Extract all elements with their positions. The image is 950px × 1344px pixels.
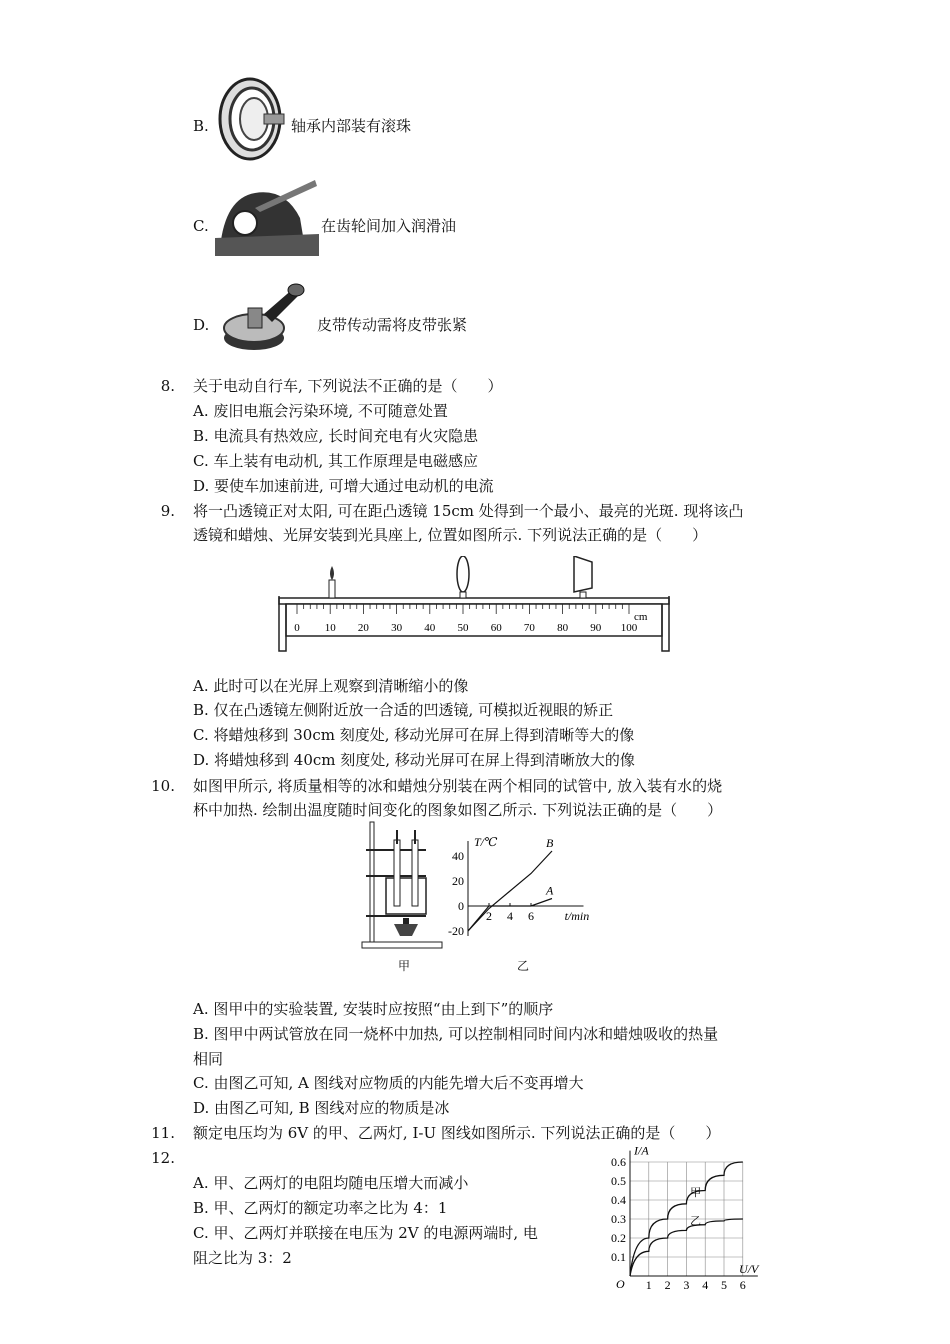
ruler-tick-label: 20 bbox=[357, 622, 369, 634]
q8-option-d: D. 要使车加速前进, 可增大通过电动机的电流 bbox=[193, 477, 494, 495]
ruler-tick-label: 40 bbox=[424, 622, 436, 634]
q8-number: 8. bbox=[160, 377, 175, 395]
series-label-jia: 甲 bbox=[690, 1187, 702, 1200]
ruler-tick-label: 90 bbox=[590, 622, 602, 634]
y-tick-label: 20 bbox=[452, 874, 464, 888]
fig-yi-label: 乙 bbox=[517, 959, 530, 973]
option-d-text: 皮带传动需将皮带张紧 bbox=[317, 316, 468, 334]
q8-stem: 关于电动自行车, 下列说法不正确的是（ ） bbox=[193, 377, 503, 395]
optical-bench-figure bbox=[274, 556, 674, 658]
option-b-letter: B. bbox=[193, 117, 209, 135]
option-d-letter: D. bbox=[193, 316, 210, 334]
x-axis-label: t/min bbox=[564, 909, 590, 923]
q10-option-b-cont: 相同 bbox=[193, 1050, 224, 1068]
ruler-tick-label: 70 bbox=[523, 622, 535, 634]
x-tick-label: 6 bbox=[528, 909, 534, 923]
q9-stem-line1: 将一凸透镜正对太阳, 可在距凸透镜 15cm 处得到一个最小、最亮的光斑. 现将该凸 bbox=[193, 502, 744, 520]
current-voltage-chart bbox=[590, 1140, 780, 1292]
x-tick-label: 1 bbox=[645, 1278, 652, 1292]
ruler-unit: cm bbox=[634, 611, 648, 623]
q8-option-b: B. 电流具有热效应, 长时间充电有火灾隐患 bbox=[193, 427, 479, 445]
q10-option-d: D. 由图乙可知, B 图线对应的物质是冰 bbox=[193, 1099, 450, 1117]
ruler-tick-label: 30 bbox=[391, 622, 403, 634]
q10-stem-line2: 杯中加热. 绘制出温度随时间变化的图象如图乙所示. 下列说法正确的是（ ） bbox=[193, 801, 723, 819]
q10-option-a: A. 图甲中的实验装置, 安装时应按照“由上到下”的顺序 bbox=[193, 1000, 554, 1018]
y-tick-label: 0.6 bbox=[611, 1155, 626, 1169]
candle bbox=[329, 566, 335, 598]
light-screen bbox=[574, 556, 592, 598]
ruler-tick-label: 0 bbox=[294, 622, 300, 634]
x-tick-label: 3 bbox=[683, 1278, 690, 1292]
ruler-tick-label: 60 bbox=[490, 622, 502, 634]
q9-number: 9. bbox=[160, 502, 175, 520]
option-c-letter: C. bbox=[193, 217, 209, 235]
temperature-time-chart bbox=[436, 830, 606, 960]
q10-stem-line1: 如图甲所示, 将质量相等的冰和蜡烛分别装在两个相同的试管中, 放入装有水的烧 bbox=[193, 777, 723, 795]
ruler-tick-label: 100 bbox=[620, 622, 638, 634]
belt-drive-image bbox=[214, 278, 306, 358]
option-c-text: 在齿轮间加入润滑油 bbox=[321, 217, 457, 235]
q10-number: 10. bbox=[151, 777, 175, 795]
ruler-tick-label: 10 bbox=[324, 622, 336, 634]
q8-option-c: C. 车上装有电动机, 其工作原理是电磁感应 bbox=[193, 452, 479, 470]
ruler-tick-label: 50 bbox=[457, 622, 469, 634]
q12-option-a: A. 甲、乙两灯的电阻均随电压增大而减小 bbox=[193, 1174, 469, 1192]
fig-jia-label: 甲 bbox=[398, 959, 411, 973]
q10-option-b: B. 图甲中两试管放在同一烧杯中加热, 可以控制相同时间内冰和蜡烛吸收的热量 bbox=[193, 1025, 719, 1043]
q11-stem: 额定电压均为 6V 的甲、乙两灯, I-U 图线如图所示. 下列说法正确的是（ ） bbox=[193, 1124, 721, 1142]
x-tick-label: 4 bbox=[507, 909, 513, 923]
q8-option-a: A. 废旧电瓶会污染环境, 不可随意处置 bbox=[193, 402, 448, 420]
x-tick-label: 2 bbox=[486, 909, 492, 923]
y-tick-label: 40 bbox=[452, 849, 464, 863]
series-label-A: A bbox=[546, 883, 554, 898]
gear-oil-image bbox=[215, 178, 319, 256]
x-tick-label: 2 bbox=[664, 1278, 671, 1292]
x-tick-label: 5 bbox=[721, 1278, 727, 1292]
q9-option-b: B. 仅在凸透镜左侧附近放一合适的凹透镜, 可模拟近视眼的矫正 bbox=[193, 701, 614, 719]
y-tick-label: 0.4 bbox=[611, 1193, 626, 1207]
y-axis-label: I/A bbox=[634, 1143, 649, 1158]
q9-option-a: A. 此时可以在光屏上观察到清晰缩小的像 bbox=[193, 677, 469, 695]
origin-label: O bbox=[616, 1277, 625, 1291]
series-label-B: B bbox=[546, 836, 554, 850]
q12-option-c-cont: 阻之比为 3：2 bbox=[193, 1249, 292, 1267]
q12-option-c: C. 甲、乙两灯并联接在电压为 2V 的电源两端时, 电 bbox=[193, 1224, 538, 1242]
x-tick-label: 4 bbox=[702, 1278, 709, 1292]
heating-apparatus-figure bbox=[356, 820, 448, 970]
y-tick-label: 0.5 bbox=[611, 1174, 626, 1188]
ruler-tick-label: 80 bbox=[557, 622, 569, 634]
y-axis-label: T/℃ bbox=[474, 835, 498, 849]
y-tick-label: 0.2 bbox=[611, 1231, 626, 1245]
q9-stem-line2: 透镜和蜡烛、光屏安装到光具座上, 位置如图所示. 下列说法正确的是（ ） bbox=[193, 526, 708, 544]
bearing-image bbox=[214, 76, 286, 162]
y-tick-label: 0 bbox=[458, 899, 464, 913]
q12-number: 12. bbox=[151, 1149, 175, 1167]
q9-option-c: C. 将蜡烛移到 30cm 刻度处, 移动光屏可在屏上得到清晰等大的像 bbox=[193, 726, 635, 744]
option-b-text: 轴承内部装有滚珠 bbox=[291, 117, 412, 135]
y-tick-label: 0.1 bbox=[611, 1250, 626, 1264]
y-tick-label: -20 bbox=[448, 924, 464, 938]
convex-lens bbox=[457, 556, 469, 598]
q9-option-d: D. 将蜡烛移到 40cm 刻度处, 移动光屏可在屏上得到清晰放大的像 bbox=[193, 751, 635, 769]
q10-option-c: C. 由图乙可知, A 图线对应物质的内能先增大后不变再增大 bbox=[193, 1074, 584, 1092]
y-tick-label: 0.3 bbox=[611, 1212, 626, 1226]
q11-number: 11. bbox=[151, 1124, 175, 1142]
x-tick-label: 6 bbox=[739, 1278, 746, 1292]
q12-option-b: B. 甲、乙两灯的额定功率之比为 4：1 bbox=[193, 1199, 448, 1217]
x-axis-label: U/V bbox=[739, 1262, 759, 1276]
series-label-yi: 乙 bbox=[690, 1215, 702, 1228]
